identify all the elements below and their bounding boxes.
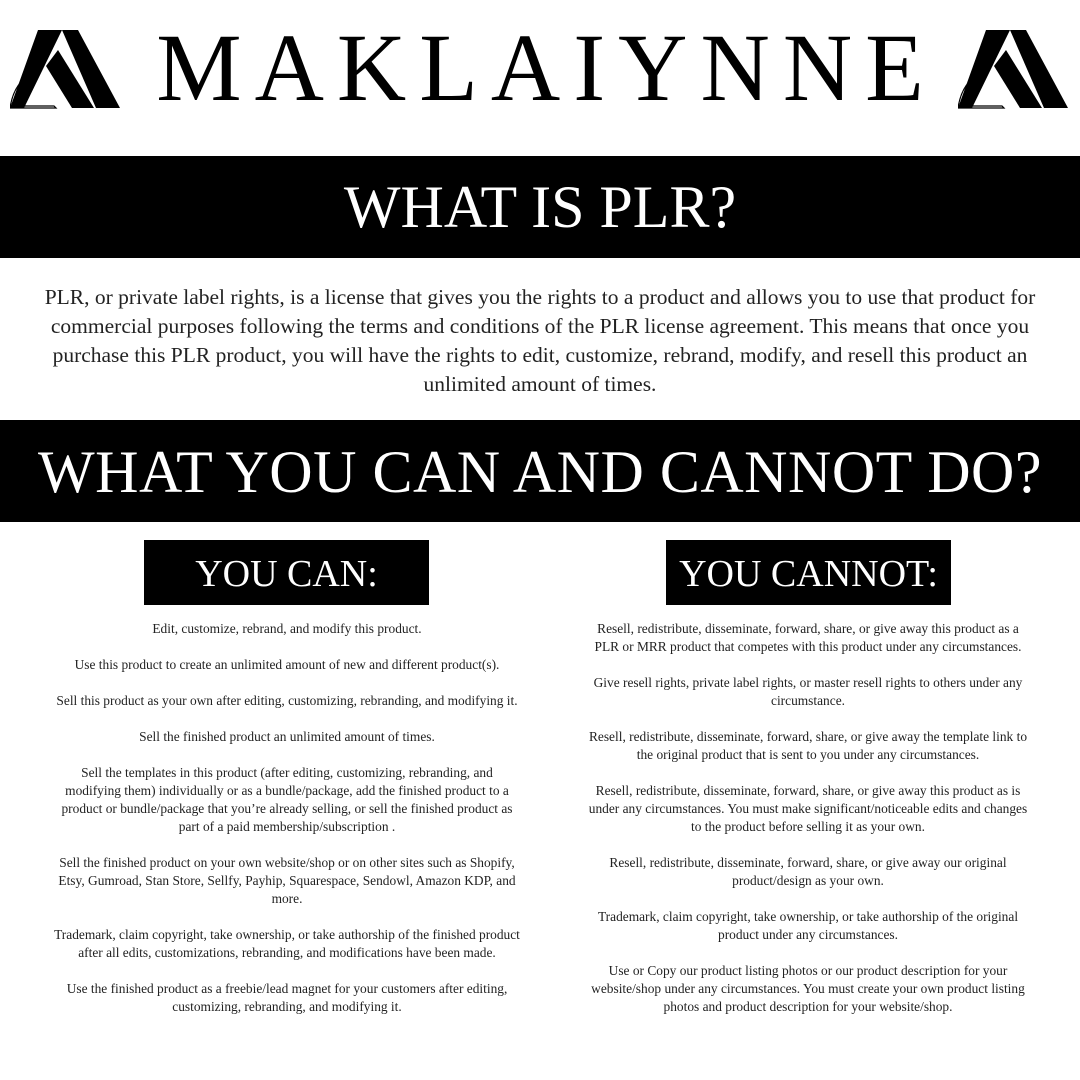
m-monogram-icon [958,22,1070,110]
you-can-heading: YOU CAN: [144,540,429,605]
brand-wordmark: MAKLAIYNNE [156,14,937,121]
list-item: Trademark, claim copyright, take ownership, or take authorship of the finished product after all edits, customizations, rebranding, and modifications have been made. [54,927,520,960]
plr-description: PLR, or private label rights, is a license that gives you the rights to a product and allows you to use that product for commercial purposes following the terms and conditions of the PLR license agreement. This means that once you purchase this PLR product, you will have the rights to edit, customize, rebrand, modify, and resell this product an unlimited amount of times. [44,285,1036,396]
list-item: Resell, redistribute, disseminate, forward, share, or give away this product as a PLR or MRR product that competes with this product under any circumstances. [594,621,1022,654]
list-item: Edit, customize, rebrand, and modify this product. [152,621,422,636]
list-item: Use or Copy our product listing photos or our product description for your website/shop under any circumstances. You must create your own product listing photos and product description for your website/shop. [591,963,1025,1014]
list-item: Resell, redistribute, disseminate, forward, share, or give away the template link to the original product that is sent to you under any circumstances. [588,729,1028,762]
m-monogram-icon [10,22,122,110]
list-item: Use the finished product as a freebie/lead magnet for your customers after editing, customizing, rebranding, and modifying it. [66,981,508,1014]
list-item: Use this product to create an unlimited amount of new and different product(s). [74,657,500,672]
list-item: Sell this product as your own after editing, customizing, rebranding, and modifying it. [56,693,518,708]
list-item: Resell, redistribute, disseminate, forward, share, or give away this product as is under any circumstances. You must make significant/noticeable edits and changes to the product before selling it as your own. [588,783,1028,834]
you-can-list [52,620,522,1034]
list-item: Resell, redistribute, disseminate, forward, share, or give away our original product/design as your own. [609,855,1007,888]
list-item: Trademark, claim copyright, take ownership, or take authorship of the original product under any circumstances. [597,909,1019,942]
plr-heading: WHAT IS PLR? [0,156,1080,258]
you-cannot-list [588,620,1028,1034]
rules-heading: WHAT YOU CAN AND CANNOT DO? [0,420,1080,522]
list-item: Sell the templates in this product (after editing, customizing, rebranding, and modifying them) individually or as a bundle/package, add the finished product to a product or bundle/package that you’re already selling, or sell the finished product as part of a paid membership/subscription . [61,765,513,834]
you-cannot-heading: YOU CANNOT: [666,540,951,605]
list-item: Sell the finished product on your own website/shop or on other sites such as Shopify, Etsy, Gumroad, Stan Store, Sellfy, Payhip, Squarespace, Sendowl, Amazon KDP, and more. [58,855,516,906]
list-item: Give resell rights, private label rights, or master resell rights to others under any circumstance. [593,675,1023,708]
list-item: Sell the finished product an unlimited amount of times. [139,729,435,744]
